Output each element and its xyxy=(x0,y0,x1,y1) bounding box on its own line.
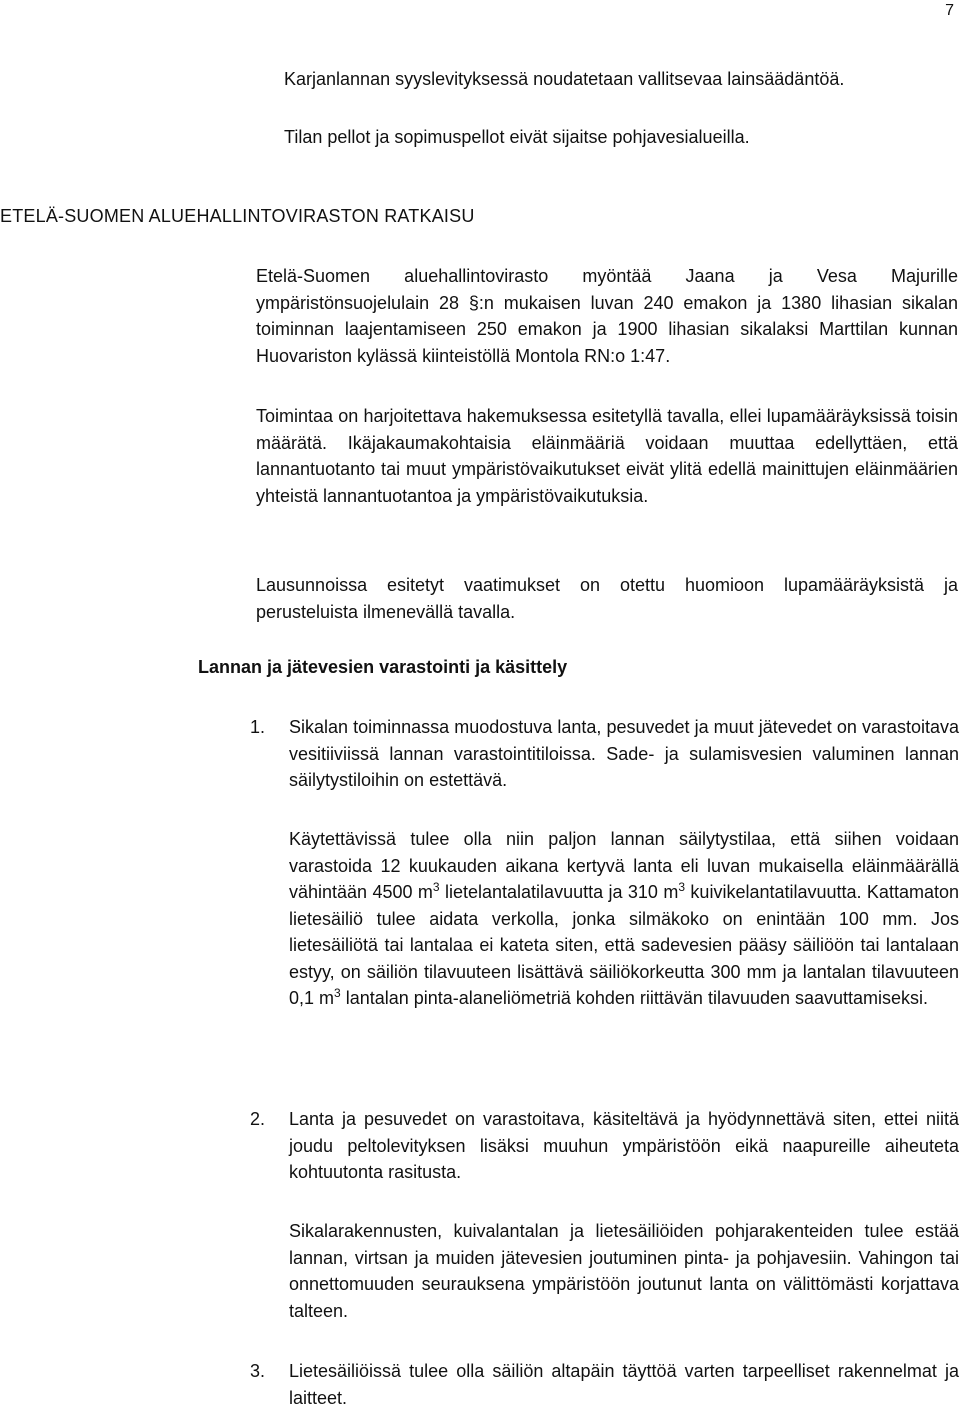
item-1-paragraph-2 xyxy=(289,826,959,1012)
item-2-number: 2. xyxy=(250,1109,266,1129)
decision-heading: ETELÄ-SUOMEN ALUEHALLINTOVIRASTON RATKAISU xyxy=(0,206,475,226)
item-1-paragraph-1: Sikalan toiminnassa muodostuva lanta, pesuvedet ja muut jätevedet on varastoitava vesitiiviissä lannan varastointitiloissa. Sade- ja sulamisvesien valuminen lannan säilytystiloihin on estettävä. xyxy=(289,717,959,790)
page-number: 7 xyxy=(945,2,954,19)
section-subheading: Lannan ja jätevesien varastointi ja käsittely xyxy=(198,657,568,677)
superscript-3: 3 xyxy=(334,986,341,1000)
superscript-3: 3 xyxy=(678,880,686,894)
intro-paragraph-2: Tilan pellot ja sopimuspellot eivät sijaitse pohjavesialueilla. xyxy=(284,127,750,147)
decision-paragraph-2: Toimintaa on harjoitettava hakemuksessa esitetyllä tavalla, ellei lupamääräyksissä toisin määrätä. Ikäjakaumakohtaisia eläinmääriä voidaan muuttaa edellyttäen, että lannantuotanto tai muut ympäristövaikutukset eivät ylitä edellä mainittujen eläinmäärien yhteistä lannantuotantoa ja ympäristövaikutuksia. xyxy=(256,406,958,506)
item-1-number: 1. xyxy=(250,717,266,737)
decision-paragraph-3: Lausunnoissa esitetyt vaatimukset on otettu huomioon lupamääräyksistä ja perusteluista ilmenevällä tavalla. xyxy=(256,575,958,622)
item-1-text-a: Käytettävissä tulee olla niin paljon lannan säilytystilaa, että siihen voidaan varastoida 12 kuukauden aikana kertyvä lanta eli luvan mukaisella eläinmäärällä vähintään 4500 m xyxy=(289,829,959,902)
item-1-text-c: kuivikelantatilavuutta. Kattamaton lietesäiliö tulee aidata verkolla, jonka silmäkoko on enintään 100 mm. Jos lietesäiliötä tai lantalaa ei kateta siten, että sadevesien pääsy säiliöön tai lantalaan estyy, on säiliön tilavuuteen lisättävä säiliökorkeutta 300 mm ja lantalan tilavuuteen 0,1 m xyxy=(289,882,959,1008)
item-1-text-d: lantalan pinta-alaneliömetriä kohden riittävän tilavuuden saavuttamiseksi. xyxy=(340,988,929,1008)
decision-paragraph-1: Etelä-Suomen aluehallintovirasto myöntää Jaana ja Vesa Majurille ympäristönsuojelulain 28 §:n mukaisen luvan 240 emakon ja 1380 lihasian sikalan toiminnan laajentamiseen 250 emakon ja 1900 lihasian sikalaksi Marttilan kunnan Huovariston kylässä kiinteistöllä Montola RN:o 1:47. xyxy=(256,266,958,366)
intro-paragraph-1: Karjanlannan syyslevityksessä noudatetaan vallitsevaa lainsäädäntöä. xyxy=(284,69,845,89)
item-2-paragraph-2: Sikalarakennusten, kuivalantalan ja lietesäiliöiden pohjarakenteiden tulee estää lannan, virtsan ja muiden jätevesien joutuminen pinta- ja pohjavesiin. Vahingon tai onnettomuuden seurauksena ympäristöön joutunut lanta on välittömästi korjattava talteen. xyxy=(289,1221,959,1321)
item-2-paragraph-1: Lanta ja pesuvedet on varastoitava, käsiteltävä ja hyödynnettävä siten, ettei niitä joudu peltolevityksen lisäksi muuhun ympäristöön eikä naapureille aiheuteta kohtuutonta rasitusta. xyxy=(289,1109,959,1182)
item-1-text-b: lietelantalatilavuutta ja 310 m xyxy=(439,882,679,902)
item-3-paragraph-1: Lietesäiliöissä tulee olla säiliön altapäin täyttöä varten tarpeelliset rakennelmat ja laitteet. xyxy=(289,1361,959,1408)
item-3-number: 3. xyxy=(250,1361,266,1381)
superscript-3: 3 xyxy=(432,880,440,894)
